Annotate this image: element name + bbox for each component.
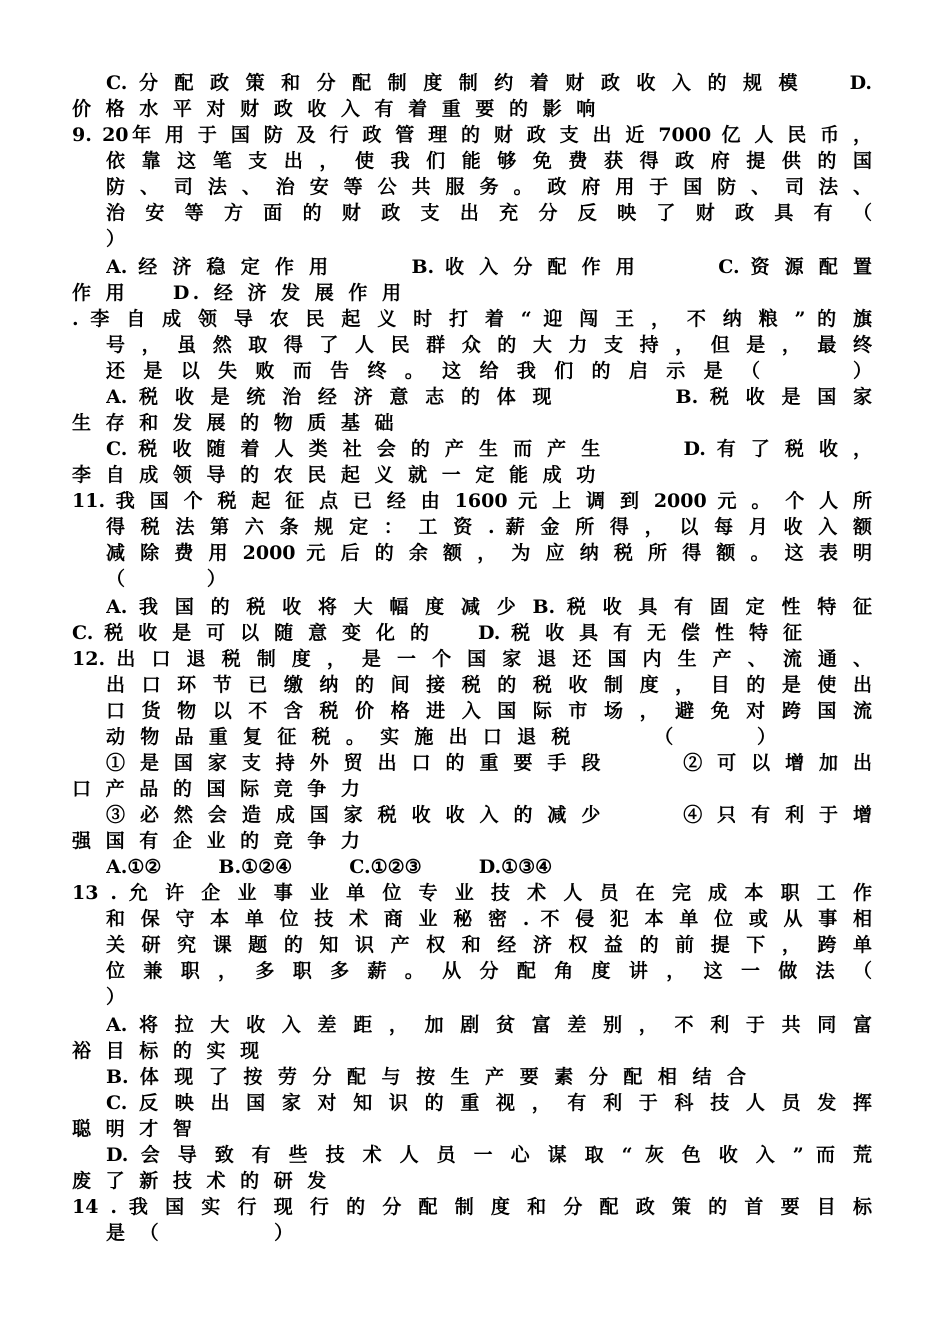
text-line: 号 ， 虽 然 取 得 了 人 民 群 众 的 大 力 支 持 ， 但 是 ， 最 终 bbox=[106, 334, 872, 356]
option-line: 裕 目 标 的 实 现 bbox=[72, 1040, 264, 1062]
answer-blank: ） bbox=[106, 986, 130, 1008]
answer-blank: （ ） bbox=[106, 568, 230, 590]
statement-line: 口 产 品 的 国 际 竞 争 力 bbox=[72, 778, 364, 800]
text-line: C. 分 配 政 策 和 分 配 制 度 制 约 着 财 政 收 入 的 规 模 D. bbox=[106, 72, 872, 94]
text-line: 治 安 等 方 面 的 财 政 支 出 充 分 反 映 了 财 政 具 有 （ bbox=[106, 202, 872, 224]
text-line: 防 、 司 法 、 治 安 等 公 共 服 务 。 政 府 用 于 国 防 、 司 法 、 bbox=[106, 176, 872, 198]
text-line: 动 物 品 重 复 征 税 。 实 施 出 口 退 税 （ ） bbox=[106, 726, 776, 748]
question-10-stem: . 李 自 成 领 导 农 民 起 义 时 打 着 “ 迎 闯 王 ， 不 纳 粮 ” 的 旗 bbox=[72, 308, 872, 330]
statement-line: ① 是 国 家 支 持 外 贸 出 口 的 重 要 手 段 ② 可 以 增 加 出 bbox=[106, 752, 872, 774]
option-line: A.①② B.①②④ C.①②③ D.①③④ bbox=[106, 856, 553, 878]
text-line: 和 保 守 本 单 位 技 术 商 业 秘 密 . 不 侵 犯 本 单 位 或 从 事 相 bbox=[106, 908, 872, 930]
option-line: 聪 明 才 智 bbox=[72, 1118, 196, 1140]
text-line: 得 税 法 第 六 条 规 定 ： 工 资 . 薪 金 所 得 ， 以 每 月 收 入 额 bbox=[106, 516, 872, 538]
option-line: B. 体 现 了 按 劳 分 配 与 按 生 产 要 素 分 配 相 结 合 bbox=[106, 1066, 746, 1088]
option-line: 作 用 D. 经 济 发 展 作 用 bbox=[72, 282, 405, 304]
text-line: 出 口 环 节 已 缴 纳 的 间 接 税 的 税 收 制 度 ， 目 的 是 使 出 bbox=[106, 674, 872, 696]
text-line: 价 格 水 平 对 财 政 收 入 有 着 重 要 的 影 响 bbox=[72, 98, 600, 120]
text-line: 口 货 物 以 不 含 税 价 格 进 入 国 际 市 场 ， 避 免 对 跨 国 流 bbox=[106, 700, 872, 722]
option-line: 李 自 成 领 导 的 农 民 起 义 就 一 定 能 成 功 bbox=[72, 464, 600, 486]
text-line: 关 研 究 课 题 的 知 识 产 权 和 经 济 权 益 的 前 提 下 ， 跨 单 bbox=[106, 934, 872, 956]
option-line: C. 税 收 是 可 以 随 意 变 化 的 D. 税 收 具 有 无 偿 性 特 征 bbox=[72, 622, 802, 644]
question-12-stem: 12. 出 口 退 税 制 度 ， 是 一 个 国 家 退 还 国 内 生 产 、 流 通 、 bbox=[72, 648, 872, 670]
statement-line: ③ 必 然 会 造 成 国 家 税 收 收 入 的 减 少 ④ 只 有 利 于 增 bbox=[106, 804, 872, 826]
option-line: A. 我 国 的 税 收 将 大 幅 度 减 少 B. 税 收 具 有 固 定 性 特 征 bbox=[106, 596, 872, 618]
text-line: 位 兼 职 ， 多 职 多 薪 。 从 分 配 角 度 讲 ， 这 一 做 法 （ bbox=[106, 960, 872, 982]
question-11-stem: 11. 我 国 个 税 起 征 点 已 经 由 1600 元 上 调 到 2000 元 。 个 人 所 bbox=[72, 490, 872, 512]
question-13-stem: 13 . 允 许 企 业 事 业 单 位 专 业 技 术 人 员 在 完 成 本 职 工 作 bbox=[72, 882, 872, 904]
option-line: C. 税 收 随 着 人 类 社 会 的 产 生 而 产 生 D. 有 了 税 收 ， bbox=[106, 438, 872, 460]
statement-line: 强 国 有 企 业 的 竞 争 力 bbox=[72, 830, 364, 852]
text-line: 减 除 费 用 2000 元 后 的 余 额 ， 为 应 纳 税 所 得 额 。 这 表 明 bbox=[106, 542, 872, 564]
option-line: A. 将 拉 大 收 入 差 距 ， 加 剧 贫 富 差 别 ， 不 利 于 共 同 富 bbox=[106, 1014, 872, 1036]
question-9-stem: 9. 20年 用 于 国 防 及 行 政 管 理 的 财 政 支 出 近 7000 亿 人 民 币 ， bbox=[72, 124, 872, 146]
answer-blank: ） bbox=[106, 228, 130, 250]
option-line: D. 会 导 致 有 些 技 术 人 员 一 心 谋 取 “ 灰 色 收 入 ” 而 荒 bbox=[106, 1144, 872, 1166]
option-line: A. 税 收 是 统 治 经 济 意 志 的 体 现 B. 税 收 是 国 家 bbox=[106, 386, 872, 408]
option-line: C. 反 映 出 国 家 对 知 识 的 重 视 ， 有 利 于 科 技 人 员 发 挥 bbox=[106, 1092, 872, 1114]
text-line: 还 是 以 失 败 而 告 终 。 这 给 我 们 的 启 示 是 （ ） bbox=[106, 360, 872, 382]
text-line: 依 靠 这 笔 支 出 ， 使 我 们 能 够 免 费 获 得 政 府 提 供 的 国 bbox=[106, 150, 872, 172]
option-line: 生 存 和 发 展 的 物 质 基 础 bbox=[72, 412, 398, 434]
answer-blank: 是 （ ） bbox=[106, 1222, 298, 1244]
option-line: 废 了 新 技 术 的 研 发 bbox=[72, 1170, 331, 1192]
option-line: A. 经 济 稳 定 作 用 B. 收 入 分 配 作 用 C. 资 源 配 置 bbox=[106, 256, 872, 278]
question-14-stem: 14 . 我 国 实 行 现 行 的 分 配 制 度 和 分 配 政 策 的 首 要 目 标 bbox=[72, 1196, 872, 1218]
